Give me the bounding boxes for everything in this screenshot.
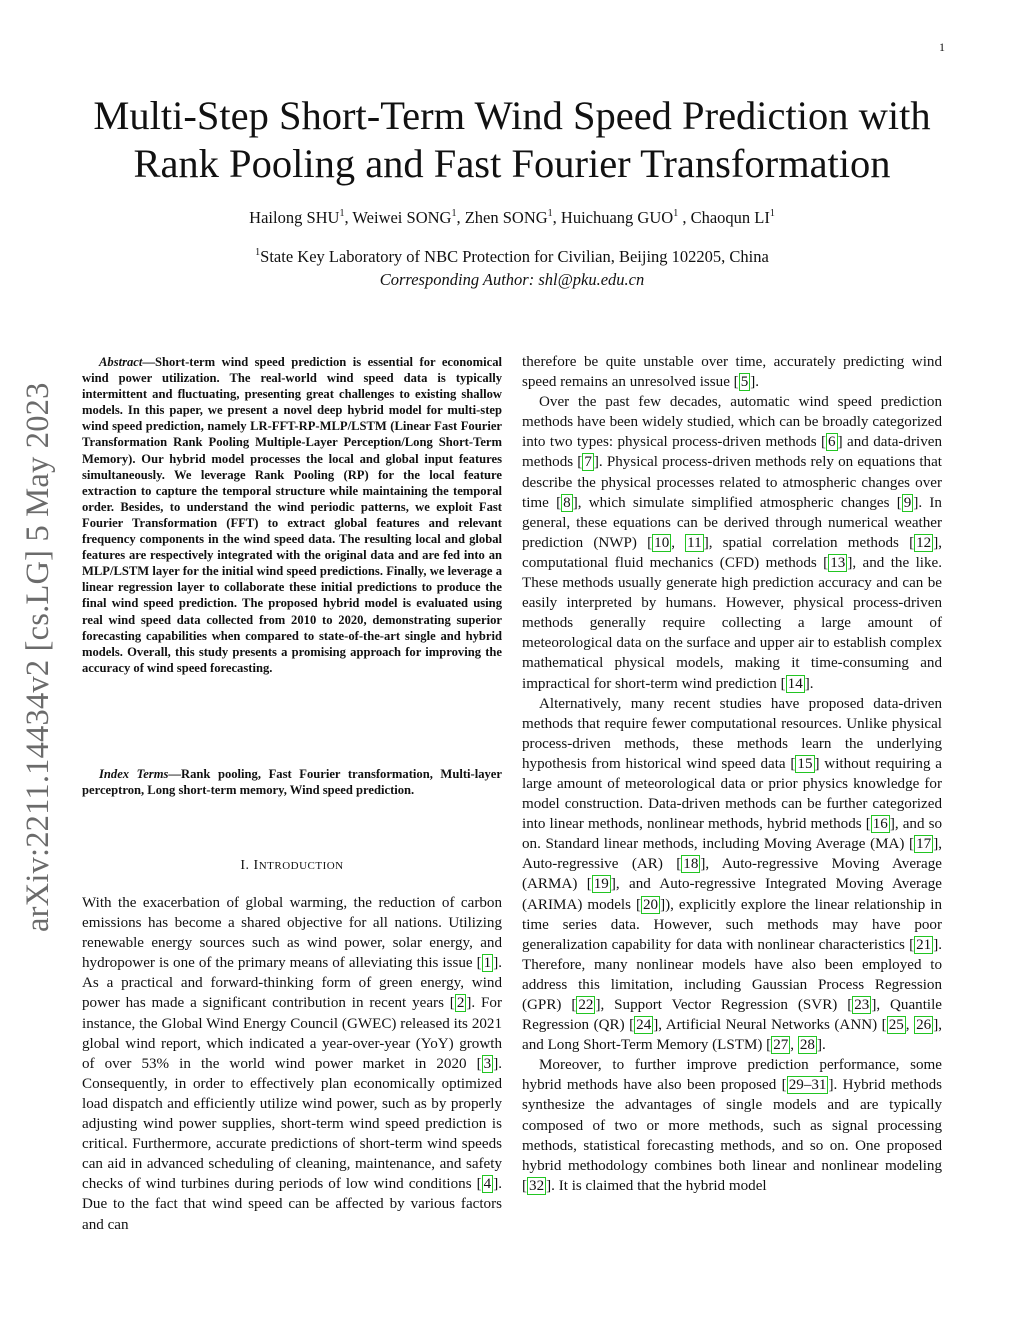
title-line-2: Rank Pooling and Fast Fourier Transformation <box>133 141 891 186</box>
citation-link[interactable]: 5 <box>740 374 749 391</box>
citation-link[interactable]: 9 <box>903 494 912 511</box>
citation-link[interactable]: 6 <box>828 434 836 451</box>
citation-link[interactable]: 18 <box>683 856 699 873</box>
citation-link[interactable]: 32 <box>529 1177 545 1194</box>
index-terms-label: Index Terms <box>99 767 169 781</box>
author-list <box>60 207 964 229</box>
index-terms-text: —Rank pooling, Fast Fourier transformation, Multi-layer perceptron, Long short-term memory, Wind speed prediction. <box>82 767 502 798</box>
author: Chaoqun $LI^1$ <box>690 207 775 227</box>
corresponding-author: Corresponding Author: shl@pku.edu.cn <box>379 270 645 289</box>
citation-link[interactable]: 7 <box>584 454 592 471</box>
page-number: 1 <box>939 40 945 54</box>
paragraph: Alternatively, many recent studies have proposed data-driven methods that require fewer computational resources. Unlike physical process-driven methods, these methods learn the underlying hypothesis from historical wind speed data [ 15 ] without requiring a large amount of meteorological data or prior physics knowledge for model construction. Data-driven methods can be further categorized into linear methods, nonlinear methods, hybrid methods [ 16 ], and so on. Standard linear methods, including Moving Average (MA) [ 17 ], Auto-regressive (AR) [ 18 ], Auto-regressive Moving Average (ARMA) [ 19 ], and Auto-regressive Integrated Moving Average (ARIMA) models [ 20 ]), explicitly explore the linear relationship in time series data. However, such methods may have poor generalization capability for data with nonlinear characteristics [ 21 ]. Therefore, many nonlinear models have also been employed to address this limitation, including Gaussian Process Regression (GPR) [ 22 ], Support Vector Regression (SVR) [ 23 ], Quantile Regression (QR) [ 24 ], Artificial Neural Networks (ANN) [ 25 , 26 ], and Long Short-Term Memory (LSTM) [ 27 , 28 ]. <box>522 695 943 1054</box>
citation-link[interactable]: 23 <box>854 997 870 1013</box>
author: Weiwei SONG$^1$, <box>352 207 465 227</box>
author: Hailong SHU$^1$, <box>249 207 353 227</box>
citation-link[interactable]: 28 <box>799 1037 815 1054</box>
citation-link[interactable]: 20 <box>643 896 659 913</box>
citation-link[interactable]: 8 <box>563 494 571 511</box>
abstract-label: Abstract <box>99 355 143 369</box>
title-line-1: Multi-Step Short-Term Wind Speed Prediction with <box>93 93 931 138</box>
citation-link[interactable]: 2 <box>456 995 465 1012</box>
citation-link[interactable]: 17 <box>916 836 932 853</box>
paragraph: With the exacerbation of global warming, the reduction of carbon emissions has become a shared objective for all nations. Utilizing renewable energy sources such as wind power, solar energy, and hydropower is one of the primary means of alleviating this issue [ 1 ]. As a practical and forward-thinking form of green energy, wind power has made a significant contribution in recent years [ 2 ]. For instance, the Global Wind Energy Council (GWEC) released its 2021 global wind report, which indicated a year-over-year (YoY) growth of over 53% in the world wind power market in 2020 [ 3 ]. Consequently, in order to effectively plan economically optimized load dispatch and efficiently utilize wind power, such as by properly adjusting wind power supplies, short-term wind speed prediction is critical. Furthermore, accurate predictions of short-term wind speeds can aid in advanced scheduling of cleaning, maintenance, and safety checks of wind turbines during periods of low wind conditions [ 4 ]. Due to the fact that wind speed can be affected by various factors and can <box>82 895 502 1233</box>
arxiv-identifier: arXiv:2211.14434v2 [cs.LG] 5 May 2023 <box>20 382 56 932</box>
abstract <box>82 354 502 676</box>
citation-link[interactable]: 11 <box>687 534 702 551</box>
paper-title <box>60 92 964 188</box>
citation-link[interactable]: 25 <box>888 1017 904 1034</box>
citation-link[interactable]: 24 <box>636 1017 652 1034</box>
citation-link[interactable]: 22 <box>578 997 594 1013</box>
citation-link[interactable]: 27 <box>773 1037 789 1054</box>
citation-link[interactable]: 4 <box>483 1176 492 1193</box>
affiliation: $^1$State Key Laboratory of NBC Protection for Civilian, Beijing 102205, China <box>255 246 769 266</box>
citation-link[interactable]: 10 <box>654 534 670 551</box>
citation-link[interactable]: 16 <box>872 816 888 833</box>
citation-link[interactable]: 1 <box>483 955 492 972</box>
citation-link[interactable]: 26 <box>916 1017 932 1034</box>
paragraph: therefore be quite unstable over time, accurately predicting wind speed remains an unresolved issue [ 5 ]. <box>522 354 942 391</box>
intro-left-column <box>82 893 502 1235</box>
citation-link[interactable]: 29–31 <box>788 1077 827 1094</box>
citation-link[interactable]: 14 <box>787 675 803 692</box>
index-terms <box>82 766 502 798</box>
intro-right-column <box>522 352 942 1196</box>
author: Zhen SONG$^1$, <box>464 207 561 227</box>
citation-link[interactable]: 21 <box>916 936 932 953</box>
citation-link[interactable]: 3 <box>483 1055 492 1072</box>
paragraph: Over the past few decades, automatic wind speed prediction methods have been widely studied, which can be broadly categorized into two types: physical process-driven methods [ 6 ] and data-driven methods [ 7 ]. Physical process-driven methods rely on equations that describe the physical processes related to atmospheric changes over time [ 8 ], which simulate simplified atmospheric changes [ 9 ]. In general, these equations can be derived through numerical weather prediction (NWP) [ 10 , 11 ], spatial correlation methods [ 12 ], computational fluid mechanics (CFD) methods [ 13 ], and the like. These methods usually generate high prediction accuracy and can be easily interpreted by humans. However, physical process-driven methods generally require collecting a large amount of meteorological data on the surface and upper air to establish complex mathematical physical models, making it time-consuming and impractical for short-term wind prediction [ 14 ]. <box>522 394 943 692</box>
section-heading: I. INTRODUCTION <box>240 858 344 873</box>
citation-link[interactable]: 12 <box>916 534 932 551</box>
citation-link[interactable]: 13 <box>830 554 846 571</box>
author: Huichuang GUO$^1$ , <box>560 207 691 227</box>
paragraph: Moreover, to further improve prediction performance, some hybrid methods have also been proposed [ 29–31 ]. Hybrid methods synthesize the advantages of single models and are typically composed of two or more methods, such as signal processing methods, statistical forecasting methods, and so on. One proposed hybrid methodology combines both linear and nonlinear modeling [ 32 ]. It is claimed that the hybrid model <box>522 1057 942 1194</box>
citation-link[interactable]: 19 <box>593 876 609 893</box>
citation-link[interactable]: 15 <box>797 755 813 772</box>
abstract-text: —Short-term wind speed prediction is essential for economical wind power utilization. The real-world wind speed data is typically intermittent and fluctuating, presenting great challenges to existing shallow models. In this paper, we present a novel deep hybrid model for multi-step wind speed prediction, namely LR-FFT-RP-MLP/LSTM (Linear Fast Fourier Transformation Rank Pooling Multiple-Layer Perception/Long Short-Term Memory). Our hybrid model processes the local and global input features simultaneously. We leverage Rank Pooling (RP) for the local feature extraction to capture the temporal structure while maintaining the temporal order. Besides, to understand the wind periodic patterns, we exploit Fast Fourier Transformation (FFT) to extract global features and relevant frequency components in the wind speed data. The resulting local and global features are respectively integrated with the original data and are fed into an MLP/LSTM layer for the initial wind speed predictions. Finally, we leverage a linear regression layer to collaborate these initial predictions to produce the final wind speed prediction. The proposed hybrid model is evaluated using real wind speed data collected from 2010 to 2020, demonstrating superior forecasting capabilities when compared to state-of-the-art single and hybrid models. Overall, this study presents a promising approach for improving the accuracy of wind speed forecasting. <box>82 355 502 675</box>
